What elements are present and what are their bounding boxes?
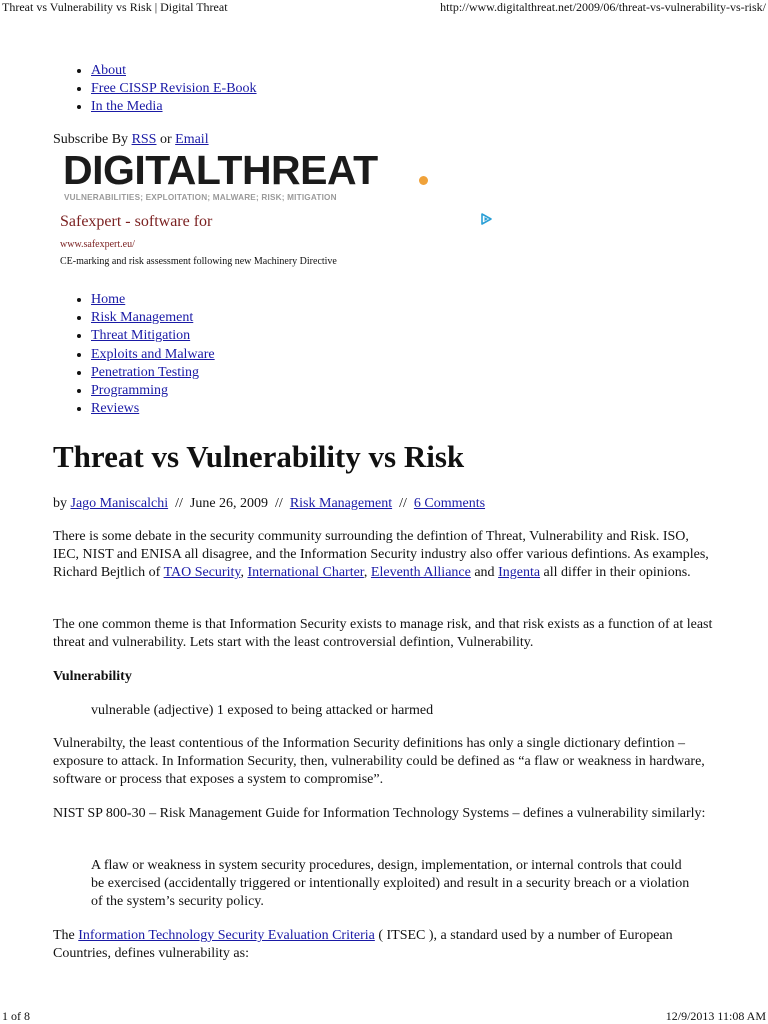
subscribe-or: or <box>159 132 172 147</box>
main-menu-item <box>91 382 215 400</box>
main-menu-item <box>91 400 215 418</box>
print-header-url: http://www.digitalthreat.net/2009/06/threat-vs-vulnerability-vs-risk/ <box>440 0 766 14</box>
top-menu <box>53 62 257 117</box>
comma: , <box>363 565 368 581</box>
top-menu-item-media <box>91 98 257 116</box>
nist-quote: A flaw or weakness in system security procedures, design, implementation, or internal controls that could be exercised (accidentally triggered or intentionally exploited) and result in a security breach or a violation of the system’s security policy. <box>91 858 690 910</box>
comments-link[interactable]: 6 Comments <box>413 496 486 511</box>
print-footer <box>0 1008 768 1024</box>
top-menu-item-cissp <box>91 80 257 98</box>
byline-separator: // <box>399 496 407 511</box>
article-paragraph-5 <box>53 927 717 963</box>
category-link[interactable]: Risk Management <box>289 496 393 511</box>
main-menu-link-pentest[interactable]: Penetration Testing <box>91 364 200 380</box>
main-menu-link-reviews[interactable]: Reviews <box>91 401 140 417</box>
subscribe-prefix: Subscribe By <box>53 132 129 147</box>
logo-dot-icon <box>419 176 428 185</box>
ad-description: CE-marking and risk assessment following new Machinery Directive <box>60 256 337 267</box>
dictionary-definition: vulnerable (adjective) 1 exposed to being attacked or harmed <box>91 703 434 718</box>
logo-wordmark: DIGITALTHREAT <box>63 147 378 193</box>
site-logo[interactable] <box>63 147 433 205</box>
main-menu <box>53 291 215 418</box>
rss-link[interactable]: RSS <box>131 132 157 147</box>
comma: , <box>240 565 244 581</box>
byline-by: by <box>53 496 67 511</box>
ad-url-link[interactable]: www.safexpert.eu/ <box>60 239 135 250</box>
ad-title-link[interactable]: Safexpert - software for <box>60 213 213 230</box>
print-datetime: 12/9/2013 11:08 AM <box>665 1009 766 1023</box>
email-link[interactable]: Email <box>175 132 209 147</box>
itsec-link[interactable]: Information Technology Security Evaluation Criteria <box>78 928 375 943</box>
article-byline <box>53 495 485 513</box>
top-menu-item-about <box>91 62 257 80</box>
main-menu-link-home[interactable]: Home <box>91 292 126 307</box>
main-menu-link-threat-mitigation[interactable]: Threat Mitigation <box>91 328 191 344</box>
paragraph-text: There is some debate in the security community surrounding the defintion of Threat, Vulnerability and Risk. ISO, IEC, NIST and ENISA all disagree, and the Information Security industry also offer various defintions. As examples, Richard Bejtlich of <box>53 529 709 581</box>
logo-tagline: VULNERABILITIES; EXPLOITATION; MALWARE; RISK; MITIGATION <box>64 193 337 202</box>
ingenta-link[interactable]: Ingenta <box>498 565 541 581</box>
main-menu-item <box>91 346 215 364</box>
main-menu-item <box>91 309 215 327</box>
main-menu-link-exploits[interactable]: Exploits and Malware <box>91 346 215 362</box>
eleventh-alliance-link[interactable]: Eleventh Alliance <box>370 565 471 581</box>
main-menu-link-risk-management[interactable]: Risk Management <box>91 310 194 326</box>
paragraph-text: all differ in their opinions. <box>543 565 691 581</box>
print-header-title: Threat vs Vulnerability vs Risk | Digital Threat <box>2 0 228 14</box>
paragraph-text: ( ITSEC ), a standard used by a number of European Countries, defines vulnerability as: <box>53 928 673 962</box>
top-menu-link-media[interactable]: In the Media <box>91 99 163 115</box>
print-header <box>0 0 768 14</box>
adchoices-icon[interactable] <box>479 212 493 226</box>
author-link[interactable]: Jago Maniscalchi <box>70 496 169 511</box>
main-menu-item <box>91 291 215 309</box>
article-paragraph-2: The one common theme is that Information Security exists to manage risk, and that risk exists as a function of at least threat and vulnerability. Lets start with the least controversial defintion, Vulnerability. <box>53 617 713 651</box>
article-paragraph-1 <box>53 528 717 583</box>
article-title: Threat vs Vulnerability vs Risk <box>53 439 465 474</box>
post-date: June 26, 2009 <box>189 496 269 511</box>
byline-separator: // <box>275 496 283 511</box>
top-menu-link-about[interactable]: About <box>91 63 126 78</box>
conjunction: and <box>474 565 495 581</box>
main-menu-item <box>91 364 215 382</box>
article-paragraph-4: NIST SP 800-30 – Risk Management Guide for Information Technology Systems – defines a vulnerability similarly: <box>53 806 706 821</box>
main-menu-item <box>91 327 215 345</box>
paragraph-text: The <box>53 928 75 943</box>
main-menu-link-programming[interactable]: Programming <box>91 383 168 399</box>
section-heading-vulnerability: Vulnerability <box>53 669 132 684</box>
byline-separator: // <box>175 496 183 511</box>
page-counter: 1 of 8 <box>2 1009 30 1023</box>
top-menu-link-cissp[interactable]: Free CISSP Revision E-Book <box>91 81 257 97</box>
article-paragraph-3: Vulnerabilty, the least contentious of the Information Security definitions has only a single dictionary defintion – exposure to attack. In Information Security, then, vulnerability could be defined as “a flaw or weakness in hardware, software or process that exposes a system to compromise”. <box>53 736 705 788</box>
international-charter-link[interactable]: International Charter <box>247 565 364 581</box>
tao-security-link[interactable]: TAO Security <box>163 565 241 581</box>
